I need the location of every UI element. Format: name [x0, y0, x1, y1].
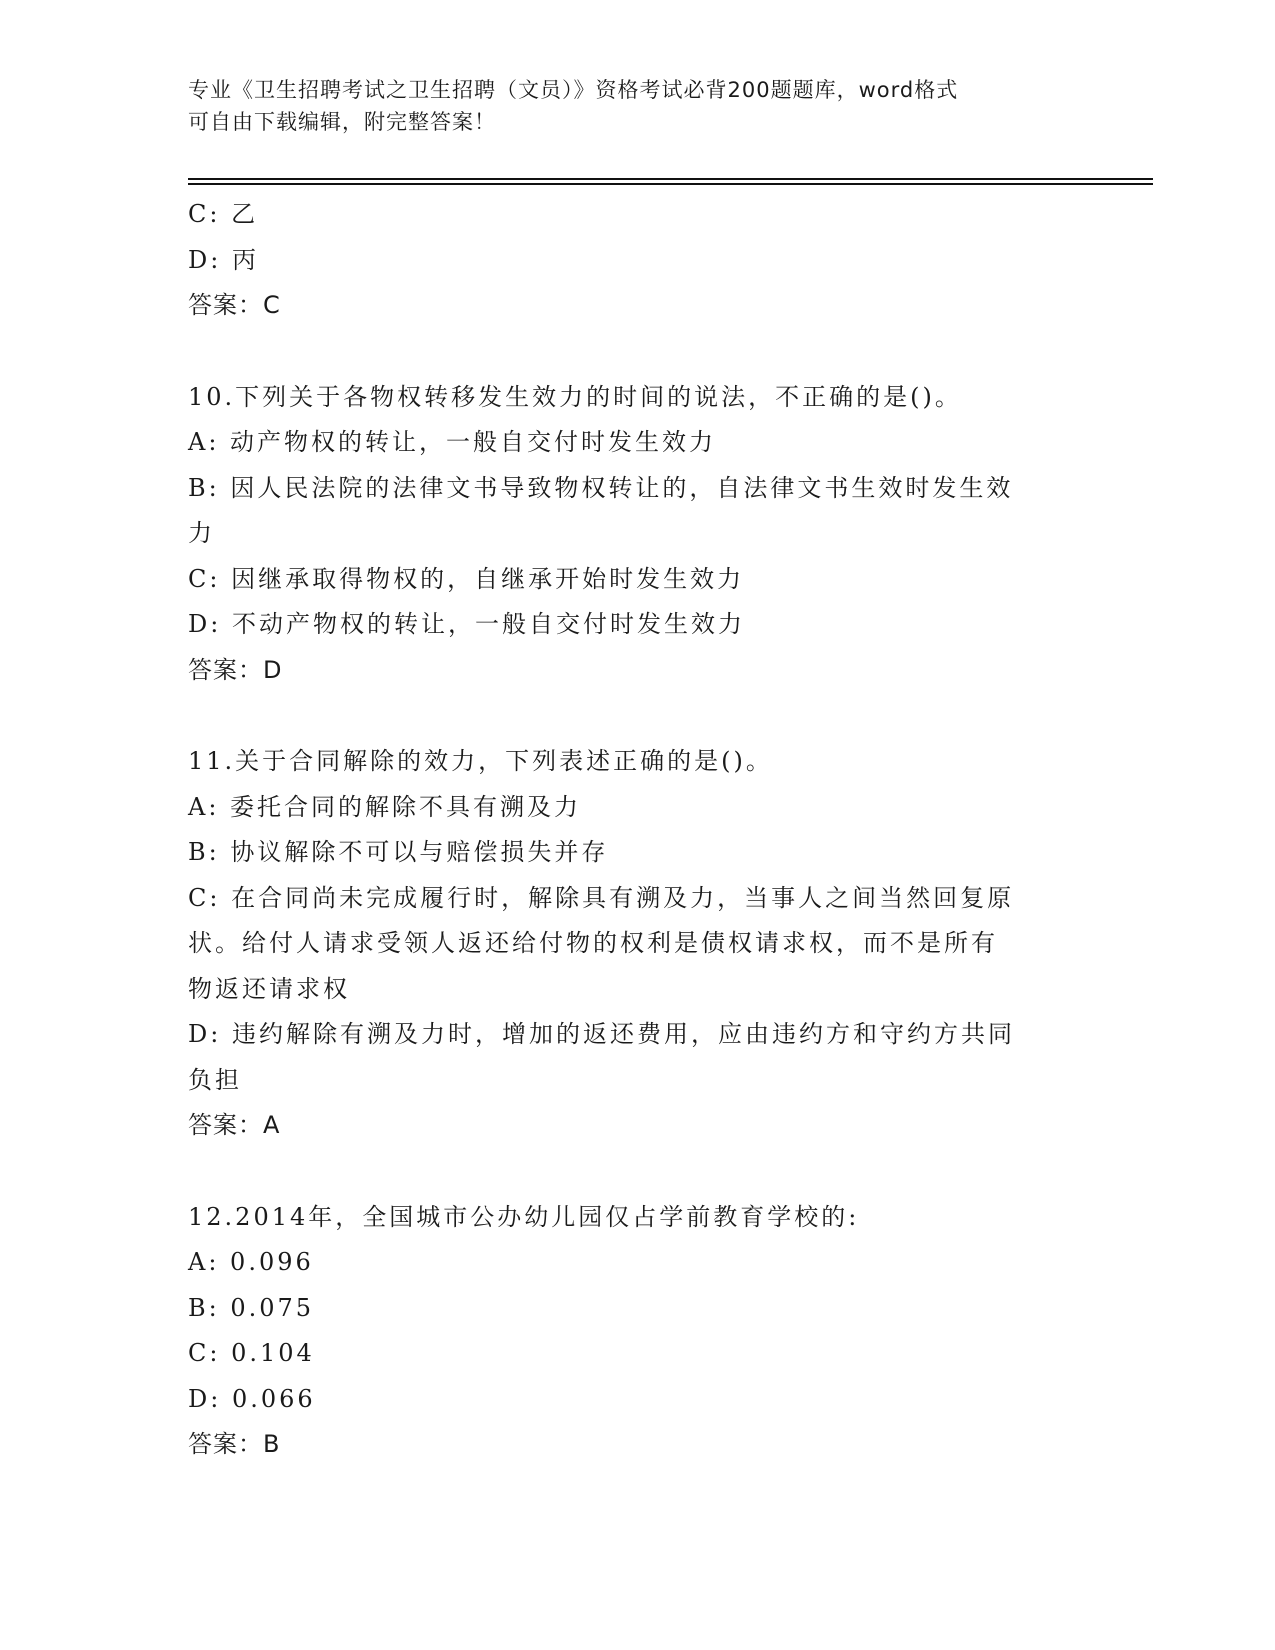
q11-answer: 答案：A — [188, 1111, 281, 1139]
spacer — [188, 1149, 1088, 1195]
q11-option-d-line-2: 负担 — [188, 1065, 242, 1094]
q10-question: 10.下列关于各物权转移发生效力的时间的说法，不正确的是()。 — [188, 382, 962, 411]
q12-option-b: B: 0.075 — [188, 1293, 315, 1322]
q11-option-c-line-3: 物返还请求权 — [188, 974, 350, 1003]
q11-option-d-line-1: D: 违约解除有溯及力时，增加的返还费用，应由违约方和守约方共同 — [188, 1020, 1015, 1048]
q10-option-b-line-2: 力 — [188, 519, 215, 547]
q12-option-a: A: 0.096 — [188, 1248, 314, 1276]
q10-option-c: C: 因继承取得物权的，自继承开始时发生效力 — [188, 564, 745, 593]
header-title-line-2: 可自由下载编辑，附完整答案！ — [188, 110, 496, 134]
q10-option-d: D: 不动产物权的转让，一般自交付时发生效力 — [188, 610, 745, 638]
q11-option-a: A: 委托合同的解除不具有溯及力 — [188, 792, 582, 821]
q12-question: 12.2014年，全国城市公办幼儿园仅占学前教育学校的: — [188, 1202, 860, 1231]
prev-answer: 答案：C — [188, 291, 281, 319]
q12-answer: 答案：B — [188, 1430, 281, 1458]
q10-option-b-line-1: B: 因人民法院的法律文书导致物权转让的，自法律文书生效时发生效 — [188, 473, 1014, 502]
prev-option-c: C: 乙 — [188, 200, 259, 228]
prev-option-d: D: 丙 — [188, 245, 259, 274]
q10-option-a: A: 动产物权的转让，一般自交付时发生效力 — [188, 428, 717, 456]
q12-option-d: D: 0.066 — [188, 1384, 316, 1413]
header-divider-top — [188, 178, 1153, 180]
q11-option-c-line-2: 状。给付人请求受领人返还给付物的权利是债权请求权，而不是所有 — [188, 929, 998, 957]
q11-option-c-line-1: C: 在合同尚未完成履行时，解除具有溯及力，当事人之间当然回复原 — [188, 883, 1015, 912]
q11-question: 11.关于合同解除的效力，下列表述正确的是()。 — [188, 747, 773, 775]
question-list — [188, 192, 1088, 1468]
header-title-line-1: 专业《卫生招聘考试之卫生招聘（文员）》资格考试必背200题题库，word格式 — [188, 78, 959, 102]
document-header — [188, 74, 1088, 138]
q10-answer: 答案：D — [188, 655, 283, 684]
q11-option-b: B: 协议解除不可以与赔偿损失并存 — [188, 838, 609, 866]
spacer — [188, 329, 1088, 375]
header-divider-bottom — [188, 183, 1153, 185]
spacer — [188, 693, 1088, 739]
q12-option-c: C: 0.104 — [188, 1339, 315, 1367]
